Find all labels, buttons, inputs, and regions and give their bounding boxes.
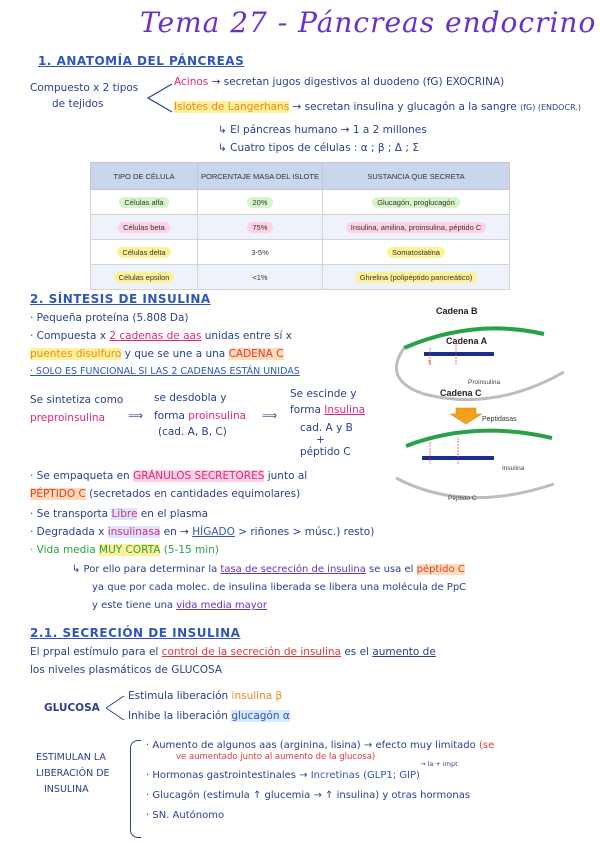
stimulate-label-1: ESTIMULAN LA — [36, 752, 106, 763]
acinos-text: → secretan jugos digestivos al duodeno (fG) EXOCRINA) — [211, 76, 505, 88]
text: proinsulina — [188, 410, 247, 422]
stimulate-brace — [130, 740, 141, 838]
stim-aas-note: ve aumentado junto al aumento de la glucosa) — [176, 752, 376, 762]
s-mark: S — [428, 360, 432, 366]
label-insulina: Insulina — [502, 465, 525, 472]
text: · Se transporta — [30, 508, 109, 520]
text: 2 cadenas de aas — [109, 330, 202, 342]
text: (5-15 min) — [163, 544, 219, 556]
glucosa-label: GLUCOSA — [44, 702, 100, 714]
text: CADENA C — [228, 348, 284, 360]
text: ↳ Por ello para determinar la — [72, 564, 218, 575]
endocrine-note: (fG) (ENDOCR.) — [520, 103, 582, 112]
glucosa-brace — [104, 690, 126, 726]
text: · Hormonas gastrointestinales → — [146, 770, 308, 781]
arrow: ⟹ — [262, 410, 278, 422]
composed-text: Compuesto x 2 tipos — [30, 82, 139, 94]
cell-type: Células beta — [118, 222, 170, 233]
text: Insulina — [324, 404, 366, 416]
flow-2d: (cad. A, B, C) — [158, 426, 227, 438]
text: control de la secreción de insulina — [161, 646, 341, 658]
note-cell-types: ↳ Cuatro tipos de células : α ; β ; Δ ; Σ — [218, 142, 419, 154]
text: en → — [163, 526, 189, 538]
arrow: ⟹ — [128, 410, 144, 422]
note-line-3 — [92, 600, 267, 611]
peptidase-arrow — [450, 408, 482, 424]
flow-1a: Se sintetiza como — [30, 394, 124, 406]
label-cadena-a: Cadena A — [446, 336, 488, 346]
note-line-2: ya que por cada molec. de insulina liberada se libera una molécula de PpC — [92, 582, 467, 593]
note-million: ↳ El páncreas humano → 1 a 2 millones — [218, 124, 427, 136]
table-row — [91, 265, 510, 290]
section-2-heading: 2. SÍNTESIS DE INSULINA — [30, 292, 211, 306]
cell-type: Células alfa — [119, 197, 168, 208]
text: insulina β — [231, 690, 283, 702]
table-row — [91, 215, 510, 240]
text: junto al — [267, 470, 308, 482]
table-header: TIPO DE CÉLULA — [91, 163, 198, 190]
text: > riñones > músc.) resto) — [238, 526, 375, 538]
packaging-line — [30, 470, 307, 482]
text: (se — [478, 740, 495, 751]
packaging-line-2 — [30, 488, 300, 500]
text: (secretados en cantidades equimolares) — [89, 488, 301, 500]
label-peptido-c: Péptido C — [448, 495, 477, 502]
table-row — [91, 240, 510, 265]
islotes-text: → secretan insulina y glucagón a la sangre — [292, 101, 517, 113]
bullet-functional: · SOLO ES FUNCIONAL SI LAS 2 CADENAS ESTÁN UNIDAS — [30, 366, 300, 377]
text: · Vida media — [30, 544, 96, 556]
cell-percent: 3-5% — [251, 247, 269, 257]
text: es el — [344, 646, 369, 658]
flow-2 — [154, 410, 246, 422]
cell-percent: <1% — [252, 272, 268, 282]
text: · Se empaqueta en — [30, 470, 130, 482]
note-line-1 — [72, 564, 465, 575]
text: Incretinas (GLP1; GIP) — [310, 770, 420, 781]
flow-3a: Se escinde y — [290, 388, 357, 400]
text: en el plasma — [140, 508, 209, 520]
text: (arginina, lisina) → efecto muy limitado — [279, 740, 476, 751]
text: · Compuesta x — [30, 330, 107, 342]
islotes-line — [174, 101, 581, 113]
half-life-line — [30, 544, 219, 556]
label-peptidasas: Peptidasas — [482, 416, 517, 423]
cell-type: Células delta — [117, 247, 170, 258]
text: forma — [290, 404, 321, 416]
cell-type: Células epsilon — [114, 272, 175, 283]
page-title: Tema 27 - Páncreas endocrino — [140, 6, 597, 39]
stim-glucagon: · Glucagón (estimula ↑ glucemia → ↑ insulina) y otras hormonas — [146, 790, 471, 801]
text: MUY CORTA — [99, 544, 161, 556]
cell-secretion: Glucagón, proglucagón — [372, 197, 460, 208]
flow-2a: se desdobla y — [154, 392, 227, 404]
cell-secretion: Somatostatina — [387, 247, 445, 258]
insulin-diagram — [384, 300, 584, 510]
stim-gi — [146, 770, 420, 781]
text: insulinasa — [107, 526, 161, 538]
text: · Degradada x — [30, 526, 105, 538]
cell-secretion: Insulina, amilina, proinsulina, péptido C — [346, 222, 487, 233]
glucosa-inhibits — [128, 710, 290, 722]
stim-gi-note: → la + impt — [420, 760, 458, 768]
text: PÉPTIDO C — [30, 488, 86, 500]
chain-b-bottom — [406, 431, 552, 446]
acinos-line — [174, 76, 504, 88]
stim-aas — [146, 740, 494, 751]
glucosa-stimulates — [128, 690, 282, 702]
text: puentes disulfuro — [30, 348, 122, 360]
text: GRÁNULOS SECRETORES — [133, 470, 265, 482]
brace-lines — [144, 80, 174, 116]
text: y este tiene una — [92, 600, 174, 611]
text: · Aumento de algunos aas — [146, 740, 277, 751]
label-cadena-b: Cadena B — [436, 306, 478, 316]
table-header: SUSTANCIA QUE SECRETA — [323, 163, 510, 190]
cell-secretion: Ghrelina (polipéptido pancreático) — [355, 272, 478, 283]
text: Libre — [111, 508, 138, 520]
transport-line — [30, 508, 208, 520]
stim-sna: · SN. Autónomo — [146, 810, 225, 821]
cell-types-table — [90, 162, 510, 290]
stimulate-label-2: LIBERACIÓN DE — [36, 768, 110, 779]
text: y que se une a una — [124, 348, 226, 360]
section-1-heading: 1. ANATOMÍA DEL PÁNCREAS — [38, 54, 245, 68]
flow-3d: cad. A y B — [300, 422, 353, 434]
table-header: PORCENTAJE MASA DEL ISLOTE — [198, 163, 323, 190]
bullet-two-chains — [30, 330, 292, 342]
text: se usa el — [369, 564, 414, 575]
cell-percent: 20% — [247, 197, 272, 208]
stimulate-label-3: INSULINA — [44, 784, 89, 795]
stimulus-line-2: los niveles plasmáticos de GLUCOSA — [30, 664, 223, 676]
section-2-1-heading: 2.1. SECRECIÓN DE INSULINA — [30, 626, 241, 640]
bullet-disulfide — [30, 348, 284, 360]
text: tasa de secreción de insulina — [220, 564, 366, 575]
tissues-text: de tejidos — [52, 98, 104, 110]
flow-3 — [290, 404, 365, 416]
flow-1b: preproinsulina — [30, 412, 106, 424]
text: aumento de — [372, 646, 436, 658]
flow-3e: + — [316, 434, 325, 446]
islotes-label: Islotes de Langerhans — [174, 101, 290, 113]
text: HÍGADO — [192, 526, 235, 538]
text: vida media mayor — [176, 600, 267, 611]
acinos-label: Acinos — [174, 76, 209, 88]
cell-percent: 75% — [247, 222, 272, 233]
text: El prpal estímulo para el — [30, 646, 159, 658]
bullet-small-protein: · Pequeña proteína (5.808 Da) — [30, 312, 189, 324]
stimulus-line — [30, 646, 436, 658]
label-proinsulina: Proinsulina — [468, 379, 501, 386]
degradation-line — [30, 526, 374, 538]
text: forma — [154, 410, 185, 422]
label-cadena-c: Cadena C — [440, 388, 482, 398]
text: glucagón α — [231, 710, 290, 722]
text: Inhibe la liberación — [128, 710, 228, 722]
flow-3f: péptido C — [300, 446, 351, 458]
text: Estimula liberación — [128, 690, 229, 702]
text: péptido C — [416, 564, 465, 575]
text: unidas entre sí x — [204, 330, 292, 342]
table-row — [91, 190, 510, 215]
